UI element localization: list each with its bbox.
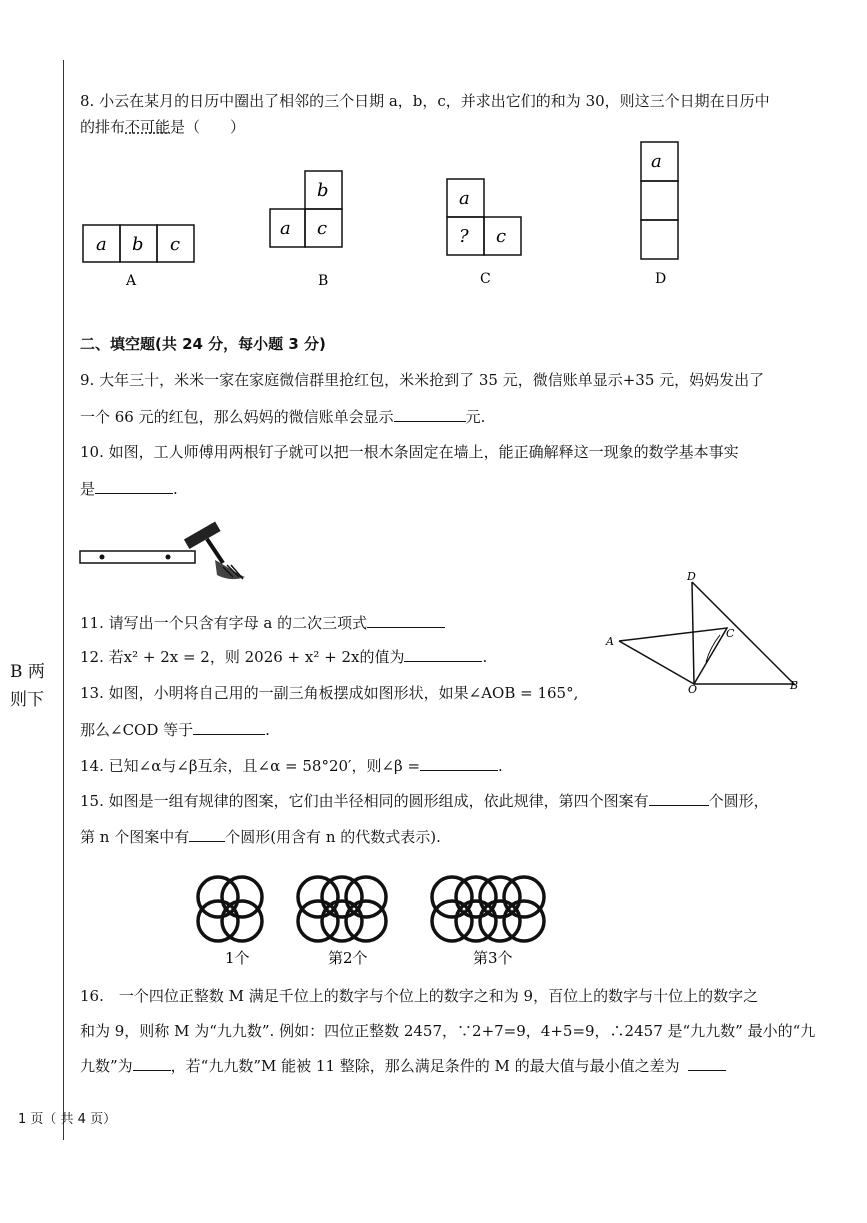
q10-line2-pre: 是 [80, 480, 96, 498]
q13-line2 [80, 719, 270, 741]
section-2-title: 二、填空题(共 24 分，每小题 3 分) [80, 335, 326, 353]
q10-line1: 10. 如图，工人师傅用两根钉子就可以把一根木条固定在墙上，能正确解释这一现象的数学基本事实 [80, 443, 739, 461]
q11-text: 11. 请写出一个只含有字母 a 的二次三项式 [80, 614, 368, 632]
page-footer: 1 页（ 共 4 页） [18, 1112, 117, 1127]
q15-pattern-3 [432, 877, 544, 941]
q11-answer-blank[interactable] [367, 612, 445, 628]
q10-line2 [80, 478, 178, 500]
q8-options-figure [0, 0, 867, 300]
q12-text-pre: 12. 若x² + 2x = 2，则 2026 + x² + 2x的值为 [80, 648, 405, 666]
q12-line [80, 646, 487, 668]
q13-label-o: O [688, 683, 698, 696]
q10-answer-blank[interactable] [95, 478, 173, 494]
q8-d-label: D [655, 271, 667, 287]
q14-text-post: . [498, 757, 503, 775]
q8-line1: 8. 小云在某月的日历中圈出了相邻的三个日期 a，b，c，并求出它们的和为 30，则这三个日期在日历中 [80, 92, 770, 110]
q12-answer-blank[interactable] [404, 646, 482, 662]
q16-line3 [80, 1055, 726, 1077]
q13-label-d: D [687, 570, 696, 583]
side-text-1: B 两 [10, 662, 45, 682]
q15-line1-post: 个圆形， [708, 792, 769, 810]
q13-line2-pre: 那么∠COD 等于 [80, 721, 194, 739]
q10-line2-post: . [173, 480, 178, 498]
q16-line2: 和为 9，则称 M 为“九九数”. 例如：四位正整数 2457，∵2+7=9，4+5=9，∴2457 是“九九数” 最小的“九 [80, 1022, 816, 1040]
q8-option-c [447, 179, 521, 287]
q8-b-label: B [318, 273, 329, 289]
q8-c-cell-right: c [496, 226, 507, 247]
q15-line2 [80, 826, 441, 848]
q8-line2-pre: 的排布 [80, 118, 126, 136]
q13-triangles-figure [600, 565, 810, 700]
q8-a-label: A [126, 273, 137, 289]
q8-emphasis: 不可能 [125, 118, 171, 136]
q14-line [80, 755, 503, 777]
q9-line1: 9. 大年三十，米米一家在家庭微信群里抢红包，米米抢到了 35 元，微信账单显示+35 元，妈妈发出了 [80, 371, 765, 389]
q9-answer-blank[interactable] [394, 406, 466, 422]
q13-line2-post: . [265, 721, 270, 739]
q14-answer-blank[interactable] [420, 755, 498, 771]
q8-line2-post: 是（ ） [170, 118, 246, 136]
q15-pattern-2 [298, 877, 386, 941]
q8-option-d [641, 142, 678, 287]
q8-a-cell-1: a [96, 234, 107, 255]
q15-circle-patterns-figure [180, 855, 580, 975]
q16-answer-blank-2[interactable] [688, 1055, 726, 1071]
q16-answer-blank-1[interactable] [133, 1055, 171, 1071]
q14-text-pre: 14. 已知∠α与∠β互余，且∠α = 58°20′，则∠β = [80, 757, 421, 775]
q8-a-cell-2: b [132, 234, 144, 255]
q10-wood-strip-figure [75, 515, 265, 595]
q8-option-a [83, 225, 194, 289]
q15-pattern-1 [198, 877, 262, 941]
q8-b-cell-top: b [317, 180, 329, 201]
q8-c-label: C [480, 271, 491, 287]
q13-answer-blank[interactable] [193, 719, 265, 735]
q8-a-cell-3: c [170, 234, 181, 255]
q16-line3-mid: ，若“九九数”M 能被 11 整除，那么满足条件的 M 的最大值与最小值之差为 [170, 1057, 680, 1075]
q12-text-post: . [482, 648, 488, 666]
q15-line2-post: 个圆形(用含有 n 的代数式表示). [225, 828, 441, 846]
q9-line2-pre: 一个 66 元的红包，那么妈妈的微信账单会显示 [80, 408, 394, 426]
q13-label-a: A [606, 635, 614, 648]
q16-line1: 16. 一个四位正整数 M 满足千位上的数字与个位上的数字之和为 9，百位上的数字与十位上的数字之 [80, 987, 759, 1005]
q8-c-cell-left: ? [459, 226, 469, 247]
q15-answer-blank-2[interactable] [189, 826, 225, 842]
q8-c-cell-top: a [459, 188, 470, 209]
q15-line2-pre: 第 n 个图案中有 [80, 828, 190, 846]
q15-caption-2: 第2个 [328, 949, 368, 967]
q15-line1 [80, 790, 769, 812]
side-text-2: 则下 [10, 690, 44, 710]
q8-d-cell-top: a [651, 151, 662, 172]
q13-label-c: C [726, 627, 735, 640]
q13-line1: 13. 如图，小明将自己用的一副三角板摆成如图形状，如果∠AOB = 165°, [80, 684, 579, 702]
q15-caption-1: 1个 [225, 949, 250, 967]
q11-line [80, 612, 445, 634]
q9-line2 [80, 406, 485, 428]
q8-option-b [270, 171, 342, 289]
q16-line3-pre: 九数”为 [80, 1057, 133, 1075]
q8-b-cell-left: a [280, 218, 291, 239]
q8-b-cell-right: c [317, 218, 328, 239]
q15-caption-3: 第3个 [473, 949, 513, 967]
q9-line2-post: 元. [465, 408, 486, 426]
q15-line1-pre: 15. 如图是一组有规律的图案，它们由半径相同的圆形组成，依此规律，第四个图案有 [80, 792, 649, 810]
q13-label-b: B [790, 679, 799, 692]
q15-answer-blank-1[interactable] [649, 790, 709, 806]
